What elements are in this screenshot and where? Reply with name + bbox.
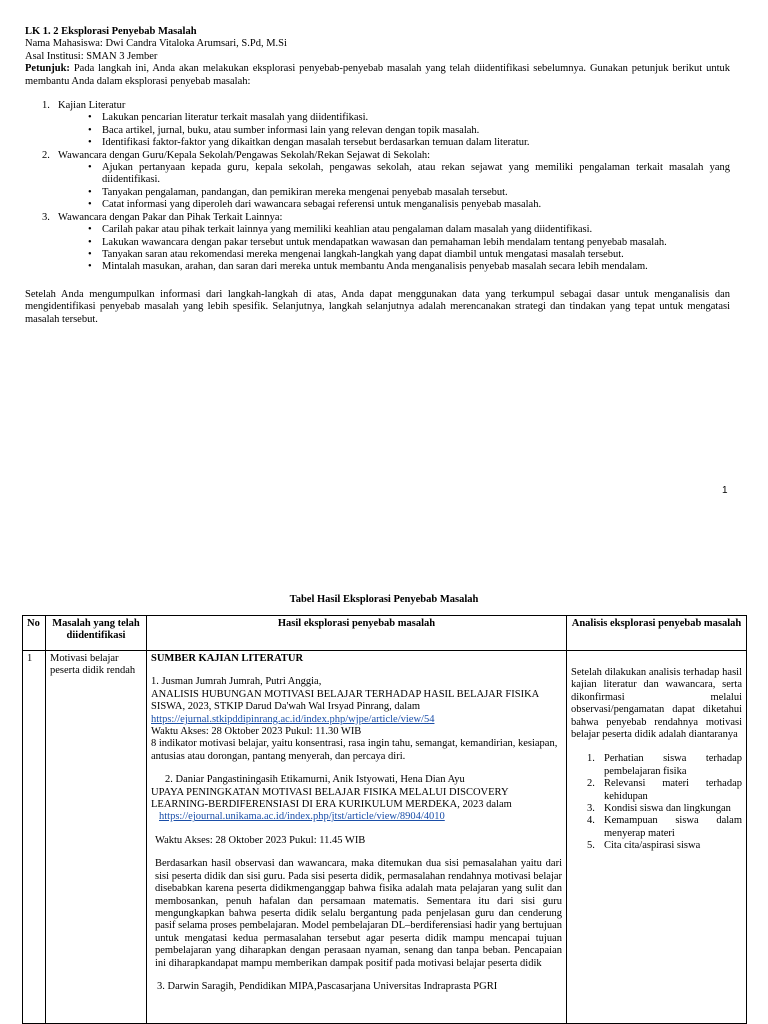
factor-number: 1. [587,753,595,765]
factor-number: 3. [587,803,595,815]
ref3-authors: 3. Darwin Saragih, Pendidikan MIPA,Pascasarjana Universitas Indraprasta PGRI [157,980,498,992]
list-item: • Ajukan pertanyaan kepada guru, kepala sekolah, pengawas sekolah, atau rekan sejawat yang memiliki pengalaman terkait masalah yang diidentifikasi. [88,162,730,187]
steps-list [25,100,730,274]
row-analysis [567,651,747,1024]
step-subitems [58,162,730,212]
step-label: Kajian Literatur [58,100,126,112]
step-subitems [58,224,730,274]
ref1-note: 8 indikator motivasi belajar, yaitu konsentrasi, rasa ingin tahu, semangat, kemandirian, kesiapan, antusias atau dorongan, pantang menyerah, dan percaya diri. [151,738,558,762]
list-item: • Lakukan pencarian literatur terkait masalah yang diidentifikasi. [88,112,730,124]
list-item [571,778,742,803]
page-number: 1 [722,485,728,496]
step-label: Wawancara dengan Pakar dan Pihak Terkait Lainnya: [58,211,283,223]
student-name: Nama Mahasiswa: Dwi Candra Vitaloka Arumsari, S.Pd, M.Si [25,38,287,50]
instruction-text: Pada langkah ini, Anda akan melakukan eksplorasi penyebab-penyebab masalah yang telah diidentifikasi sebelumnya. Gunakan petunjuk berikut untuk membantu Anda dalam eksplorasi penyebab masalah: [25,63,730,87]
table-row [23,651,747,1024]
step-number: 1. [42,100,50,112]
step-item [25,100,730,150]
table-title: Tabel Hasil Eksplorasi Penyebab Masalah [289,594,479,605]
list-item: • Catat informasi yang diperoleh dari wawancara sebagai referensi untuk menganalisis penyebab masalah. [88,199,730,211]
header-no: No [23,616,46,651]
factor-text: Cita cita/aspirasi siswa [604,840,701,852]
institution: Asal Institusi: SMAN 3 Jember [25,50,158,62]
row-number: 1 [23,651,46,1024]
ref1-access-time: Waktu Akses: 28 Oktober 2023 Pukul: 11.30 WIB [151,726,362,738]
list-item [571,803,742,815]
ref2-note: Berdasarkan hasil observasi dan wawancara, maka ditemukan dua sisi pemasalahan yaitu dari sisi peserta didik dan sisi guru. Pada sisi peserta didik, permasalahan rendahnya motivasi belajar disebabkan karena peserta didikmenganggap bahwa fisika adalah mata pelajaran yang sulit dan membosankan, penuh hafalan dan persamaan matematis. Sementara itu dari sisi guru mengungkapkan bahwa peserta didik selalu bergantung pada penjelasan guru dan cenderung pasif selama proses pembelajaran. Model pembelajaran DL–berdiferensiasi hadir yang bertujuan untuk mengatasi kedua permasalahan tersebut agar peserta didik mampu mencapai tujuan pembelajaran yang diharapkan dengan perasaan nyaman, senang dan tanpa beban. Pencapaian ini diharapkandapat mampu memberikan dampak positif pada motivasi belajar peserta didik [155,858,562,969]
ref1-link[interactable]: https://ejurnal.stkipddipinrang.ac.id/index.php/wjpe/article/view/54 [151,713,435,725]
ref2-access-time: Waktu Akses: 28 Oktober 2023 Pukul: 11.45 WIB [155,834,366,846]
header-problem: Masalah yang telah diidentifikasi [46,616,147,651]
row-problem: Motivasi belajar peserta didik rendah [46,651,147,1024]
factor-number: 2. [587,778,595,790]
factor-text: Relevansi materi terhadap kehidupan [604,778,742,802]
list-item: • Mintalah masukan, arahan, dan saran dari mereka untuk membantu Anda menganalisis penyebab masalah secara lebih mendalam. [88,261,730,273]
ref2-link[interactable]: https://ejournal.unikama.ac.id/index.php/jtst/article/view/8904/4010 [159,811,445,823]
closing-paragraph: Setelah Anda mengumpulkan informasi dari langkah-langkah di atas, Anda dapat menggunakan data yang terkumpul sebagai dasar untuk menganalisis dan mengidentifikasi penyebab masalah yang lebih spesifik. Selanjutnya, langkah selanjutnya adalah merencanakan strategi dan tindakan yang tepat untuk mengatasi masalah tersebut. [25,288,730,325]
step-number: 2. [42,149,50,161]
step-item [25,212,730,274]
factors-list [571,753,742,852]
ref1-authors: 1. Jusman Jumrah Jumrah, Putri Anggia, [151,676,322,688]
instruction-paragraph [25,63,730,88]
document-title: LK 1. 2 Eksplorasi Penyebab Masalah [25,26,197,37]
instruction-section [25,26,730,326]
list-item [571,753,742,778]
factor-number: 5. [587,840,595,852]
list-item [571,815,742,840]
list-item: • Tanyakan pengalaman, pandangan, dan pemikiran mereka mengenai penyebab masalah tersebut. [88,187,730,199]
header-analysis: Analisis eksplorasi penyebab masalah [567,616,747,651]
analysis-intro: Setelah dilakukan analisis terhadap hasil kajian literatur dan wawancara, serta dikonfirmasi melalui observasi/pengamatan dapat diketahui bahwa penyebab rendahnya motivasi belajar peserta didik adalah diantaranya [571,667,742,741]
ref1-title: ANALISIS HUBUNGAN MOTIVASI BELAJAR TERHADAP HASIL BELAJAR FISIKA SISWA, 2023, STKIP Darud Da'wah Wal Irsyad Pinrang, dalam [151,688,539,713]
factor-text: Kemampuan siswa dalam menyerap materi [604,815,742,839]
ref2-title: UPAYA PENINGKATAN MOTIVASI BELAJAR FISIKA MELALUI DISCOVERY LEARNING-BERDIFERENSIASI DI ERA KURIKULUM MERDEKA, 2023 dalam [151,786,512,811]
instruction-label: Petunjuk: [25,63,70,75]
step-number: 3. [42,211,50,223]
list-item: • Baca artikel, jurnal, buku, atau sumber informasi lain yang relevan dengan topik masalah. [88,125,730,137]
list-item [571,840,742,852]
factor-text: Kondisi siswa dan lingkungan [604,803,731,815]
results-table [22,615,747,1024]
factor-number: 4. [587,815,595,827]
row-results [147,651,567,1024]
source-heading: SUMBER KAJIAN LITERATUR [151,653,304,664]
list-item: • Tanyakan saran atau rekomendasi mereka mengenai langkah-langkah yang dapat diambil untuk mengatasi masalah tersebut. [88,249,730,261]
list-item: • Identifikasi faktor-faktor yang dikaitkan dengan masalah tersebut berdasarkan temuan dalam literatur. [88,137,730,149]
step-label: Wawancara dengan Guru/Kepala Sekolah/Pengawas Sekolah/Rekan Sejawat di Sekolah: [58,149,431,161]
list-item: • Carilah pakar atau pihak terkait lainnya yang memiliki keahlian atau pengalaman dalam masalah yang diidentifikasi. [88,224,730,236]
ref2-authors: 2. Daniar Pangastiningasih Etikamurni, Anik Istyowati, Hena Dian Ayu [165,774,465,786]
step-item [25,150,730,212]
factor-text: Perhatian siswa terhadap pembelajaran fisika [604,753,742,777]
header-results: Hasil eksplorasi penyebab masalah [147,616,567,651]
table-header-row [23,616,747,651]
list-item: • Lakukan wawancara dengan pakar tersebut untuk mendapatkan wawasan dan pemahaman lebih mendalam tentang penyebab masalah. [88,237,730,249]
step-subitems [58,112,730,149]
